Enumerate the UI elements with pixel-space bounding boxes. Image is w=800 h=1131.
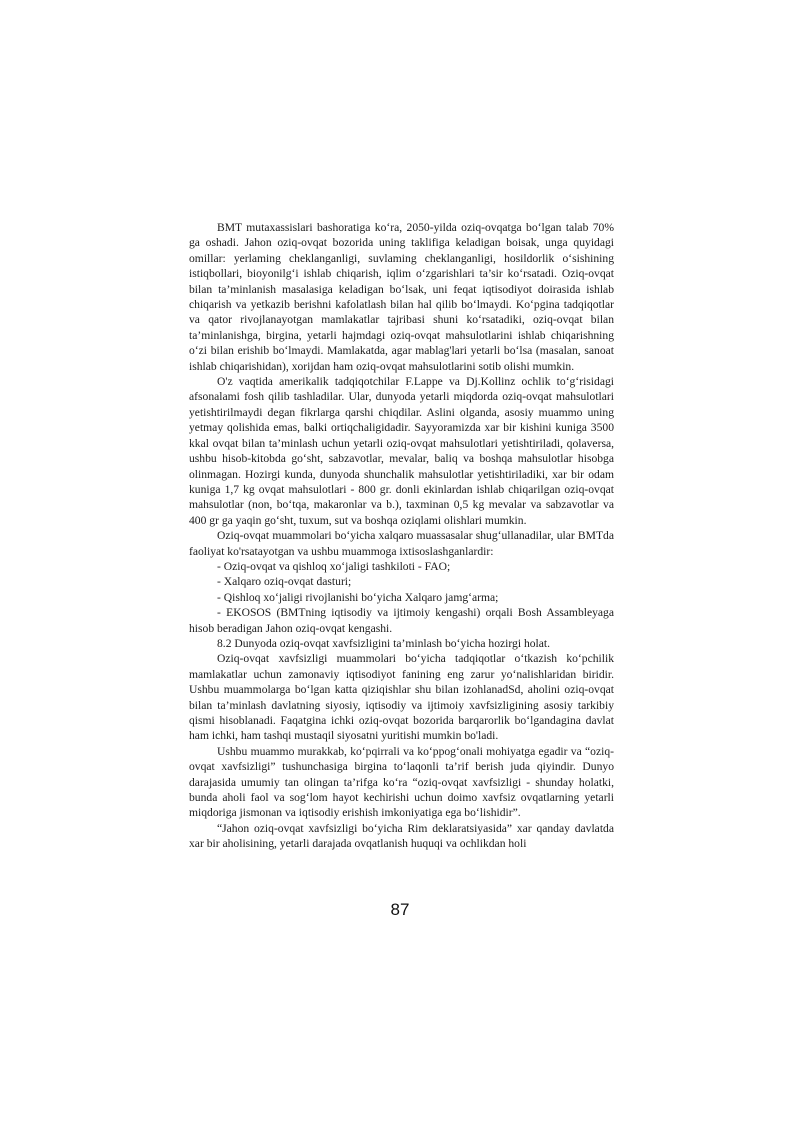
paragraph: Oziq-ovqat xavfsizligi muammolari bo‘yicha tadqiqotlar o‘tkazish ko‘pchilik mamlakatlar uchun zamonaviy iqtisodiyot fanining eng zarur yo‘nalishlaridan biridir. Ushbu muammolarga bo‘lgan katta qiziqishlar shu bilan izohlanadSd, aholini oziq-ovqat bilan ta’minlash davlatning siyosiy, iqtisodiy va ijtimoiy xavfsizligining asosiy tarkibiy qismi hisoblanadi. Faqatgina ichki oziq-ovqat bozorida barqarorlik bo‘lgandagina davlat ham ichki, ham tashqi mustaqil siyosatni yuritishi mumkin bo'ladi. (189, 652, 614, 743)
paragraph: “Jahon oziq-ovqat xavfsizligi bo‘yicha Rim deklaratsiyasida” xar qanday davlatda xar bir aholisining, yetarli darajada ovqatlanish huquqi va ochlikdan holi (189, 821, 614, 851)
list-item: - Oziq-ovqat va qishloq xo‘jaligi tashkiloti - FAO; (217, 559, 451, 573)
list-item: - EKOSOS (BMTning iqtisodiy va ijtimoiy kengashi) orqali Bosh Assambleyaga hisob beradigan Jahon oziq-ovqat kengashi. (189, 606, 614, 635)
list-item: - Xalqaro oziq-ovqat dasturi; (217, 575, 352, 589)
page-body (189, 220, 614, 852)
section-heading: 8.2 Dunyoda oziq-ovqat xavfsizligini ta’minlash bo‘yicha hozirgi holat. (217, 636, 551, 650)
page-number: 87 (390, 900, 410, 919)
paragraph: Oziq-ovqat muammolari bo‘yicha xalqaro muassasalar shug‘ullanadilar, ular BMTda faoliyat ko'rsatayotgan va ushbu muammoga ixtisoslashganlardir: (189, 529, 614, 558)
list-item: - Qishloq xo‘jaligi rivojlanishi bo‘yicha Xalqaro jamg‘arma; (217, 590, 499, 604)
paragraph: Ushbu muammo murakkab, ko‘pqirrali va ko‘ppog‘onali mohiyatga egadir va “oziq-ovqat xavfsizligi” tushunchasiga birgina to‘laqonli ta’rif berish juda qiyindir. Dunyo darajasida umumiy tan olingan ta’rifga ko‘ra “oziq-ovqat xavfsizligi - shunday holatki, bunda aholi faol va sog‘lom hayot kechirishi uchun doimo xavfsiz ovqatlarning yetarli miqdoriga jismonan va iqtisodiy erishish imkoniyatiga ega bo‘lishidir”. (189, 744, 614, 820)
paragraph: BMT mutaxassislari bashoratiga ko‘ra, 2050-yilda oziq-ovqatga bo‘lgan talab 70% ga oshadi. Jahon oziq-ovqat bozorida uning taklifiga keladigan boisak, unga quyidagi omillar: yerlaming cheklanganligi, suvlaming cheklanganligi, hosildorlik o‘sishining istiqbollari, bioyonilg‘i ishlab chiqarish, iqlim o‘zgarishlari ta’sir ko‘rsatadi. Oziq-ovqat bilan ta’minlanish masalasiga keladigan bo‘lsak, uni feqat iqtisodiyot doirasida ishlab chiqarish va yetkazib berishni kafolatlash bilan hal qilib bo‘lmaydi. Ko‘pgina tadqiqotlar va qator rivojlanayotgan mamlakatlar tajribasi shuni ko‘rsatadiki, oziq-ovqat bilan ta’minlanishga, birgina, yetarli hajmdagi oziq-ovqat mahsulotlarini ishlab chiqarishning o‘zi bilan erishib bo‘lmaydi. Mamlakatda, agar mablag'lari yetarli bo‘lsa (masalan, sanoat ishlab chiqarishidan), xorijdan ham oziq-ovqat mahsulotlarini sotib olishi mumkin. (189, 221, 614, 373)
paragraph: O'z vaqtida amerikalik tadqiqotchilar F.Lappe va Dj.Kollinz ochlik to‘g‘risidagi afsonalami fosh qilib tashladilar. Ular, dunyoda yetarli miqdorda oziq-ovqat mahsulotlari yetishtirilmaydi degan fikrlarga qarshi chiqdilar. Aslini olganda, asosiy muammo uning yetmay qolishida emas, balki ortiqchaligidadir. Sayyoramizda xar bir kishini kuniga 3500 kkal ovqat bilan ta’minlash uchun yetarli oziq-ovqat mahsulotlari yetishtiriladi, qolaversa, ushbu hisob-kitobda go‘sht, sabzavotlar, mevalar, baliq va boshqa mahsulotlar hisobga olinmagan. Hozirgi kunda, dunyoda shunchalik mahsulotlar yetishtiriladiki, xar bir odam kuniga 1,7 kg ovqat mahsulotlari - 800 gr. donli ekinlardan ishlab chiqarilgan oziq-ovqat mahsulotlar (non, bo‘tqa, makaronlar va b.), taxminan 0,5 kg mevalar va sabzavotlar va 400 gr ga yaqin go‘sht, tuxum, sut va boshqa oziqlami olishlari mumkin. (189, 375, 614, 527)
organizations-list (189, 559, 614, 636)
